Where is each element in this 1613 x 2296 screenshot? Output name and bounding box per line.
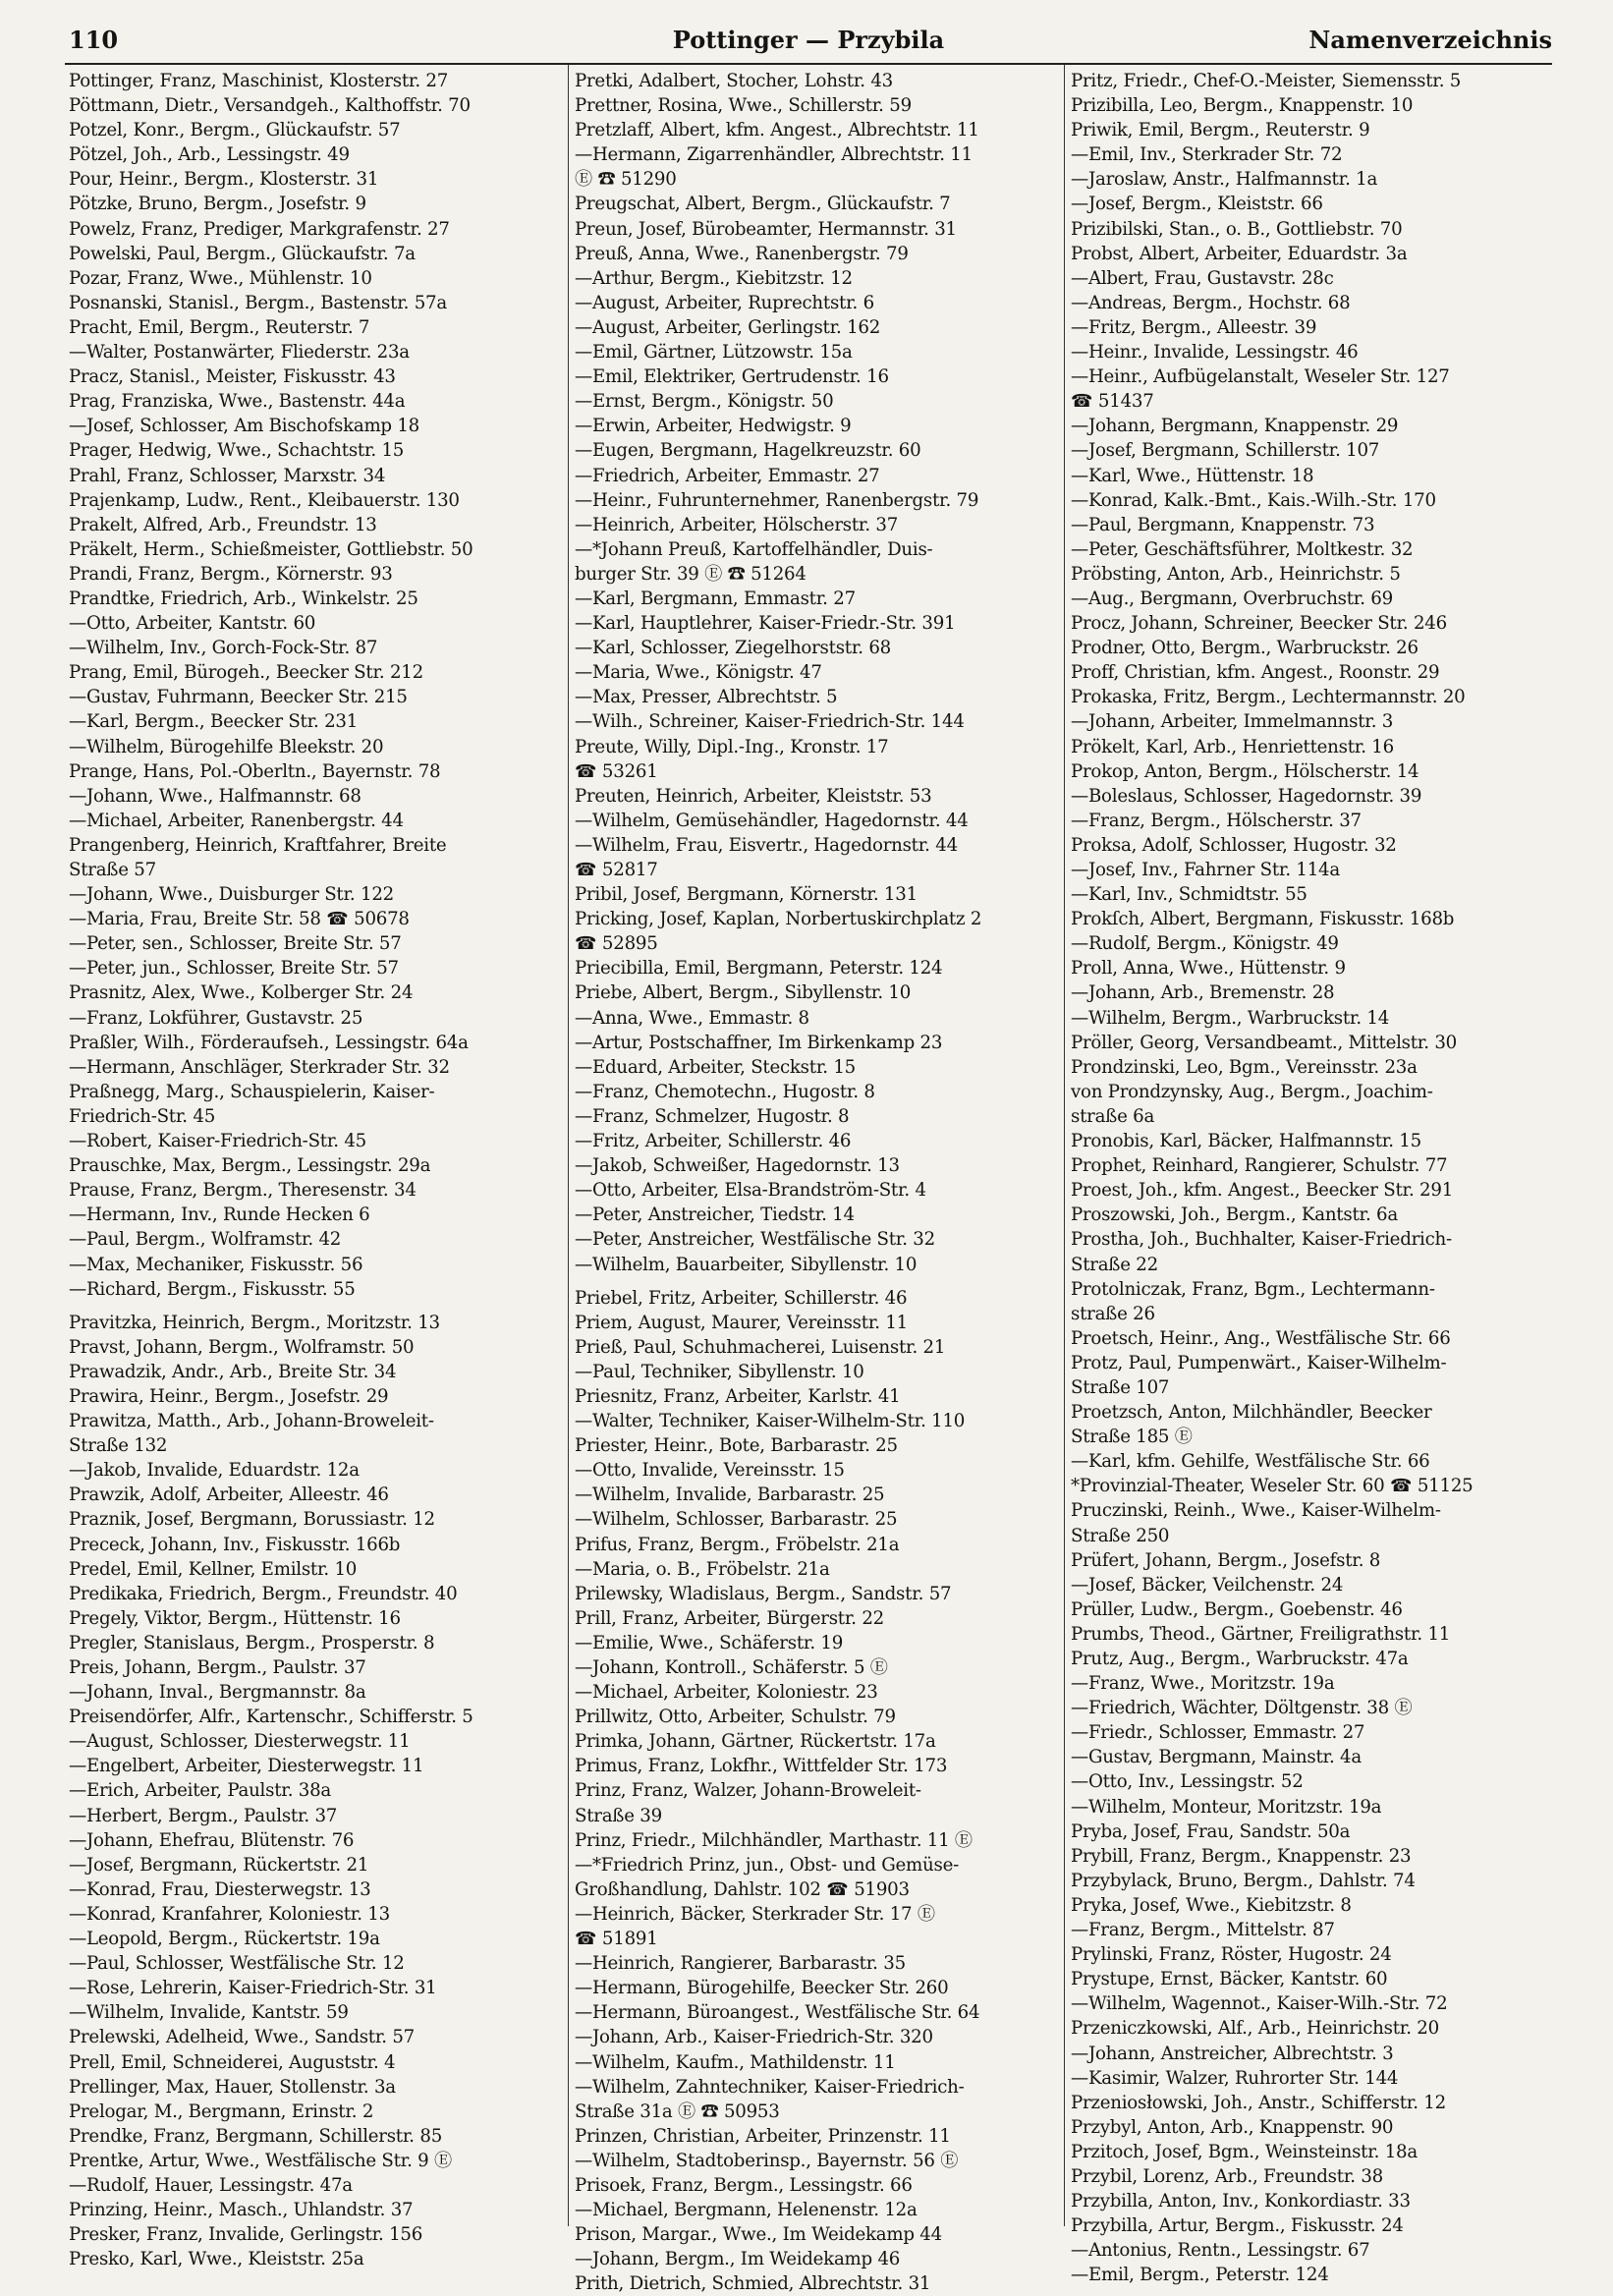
directory-entry: Pöttmann, Dietr., Versandgeh., Kalthoffstr. 70 (69, 95, 471, 117)
directory-entry: Prodner, Otto, Bergm., Warbruckstr. 26 (1071, 638, 1418, 659)
directory-entry: —Otto, Arbeiter, Elsa-Brandström-Str. 4 (575, 1180, 926, 1202)
directory-entry: burger Str. 39 Ⓔ ☎ 51264 (575, 563, 806, 585)
directory-entry: —Franz, Bergm., Hölscherstr. 37 (1071, 810, 1362, 831)
directory-entry: —Wilhelm, Zahntechniker, Kaiser-Friedrich- (575, 2076, 965, 2098)
directory-entry: Prybill, Franz, Bergm., Knappenstr. 23 (1071, 1845, 1412, 1867)
directory-entry: —Max, Presser, Albrechtstr. 5 (575, 687, 838, 708)
directory-entry: Proll, Anna, Wwe., Hüttenstr. 9 (1071, 958, 1346, 980)
directory-entry: —*Johann Preuß, Kartoffelhändler, Duis- (575, 538, 933, 560)
directory-entry: Prellinger, Max, Hauer, Stollenstr. 3a (69, 2076, 396, 2098)
directory-entry: —Friedr., Schlosser, Emmastr. 27 (1071, 1722, 1365, 1744)
directory-entry: Prokaska, Fritz, Bergm., Lechtermannstr. 20 (1071, 687, 1466, 708)
directory-entry: —Erich, Arbeiter, Paulstr. 38a (69, 1780, 331, 1802)
directory-entry: Straße 132 (69, 1435, 168, 1457)
directory-entry: —Heinr., Invalide, Lessingstr. 46 (1071, 342, 1359, 364)
directory-entry: Prinz, Franz, Walzer, Johann-Broweleit- (575, 1780, 921, 1802)
directory-entry: —Jakob, Invalide, Eduardstr. 12a (69, 1460, 360, 1482)
directory-entry: Prajenkamp, Ludw., Rent., Kleibauerstr. 130 (69, 489, 460, 511)
directory-entry: Praßler, Wilh., Förderaufseh., Lessingstr. 64a (69, 1032, 469, 1053)
directory-entry: Prag, Franziska, Wwe., Bastenstr. 44a (69, 391, 406, 413)
directory-entry: —Wilhelm, Gemüsehändler, Hagedornstr. 44 (575, 810, 969, 831)
directory-entry: —Paul, Bergmann, Knappenstr. 73 (1071, 514, 1375, 535)
directory-entry: Prilewsky, Wladislaus, Bergm., Sandstr. 57 (575, 1583, 952, 1604)
directory-entry: *Provinzial-Theater, Weseler Str. 60 ☎ 51125 (1071, 1476, 1474, 1497)
directory-entry: Pracht, Emil, Bergm., Reuterstr. 7 (69, 316, 370, 338)
directory-entry: Prizibilski, Stan., o. B., Gottliebstr. 70 (1071, 218, 1403, 240)
directory-entry: Prutz, Aug., Bergm., Warbruckstr. 47a (1071, 1649, 1409, 1669)
directory-entry: Prendke, Franz, Bergmann, Schillerstr. 85 (69, 2125, 443, 2147)
directory-entry: —Peter, sen., Schlosser, Breite Str. 57 (69, 933, 402, 955)
directory-entry: —Johann, Kontroll., Schäferstr. 5 Ⓔ (575, 1657, 888, 1678)
directory-entry: —Fritz, Bergm., Alleestr. 39 (1071, 316, 1317, 338)
directory-entry: Prillwitz, Otto, Arbeiter, Schulstr. 79 (575, 1707, 896, 1728)
directory-entry: —Richard, Bergm., Fiskusstr. 55 (69, 1278, 356, 1300)
column-3 (1064, 65, 1552, 2286)
directory-entry: Prokop, Anton, Bergm., Hölscherstr. 14 (1071, 760, 1419, 782)
directory-entry: —Johann, Bergmann, Knappenstr. 29 (1071, 416, 1399, 437)
directory-entry: Prandi, Franz, Bergm., Körnerstr. 93 (69, 563, 393, 585)
directory-entry: Przybil, Lorenz, Arb., Freundstr. 38 (1071, 2165, 1383, 2187)
directory-entry: —Emil, Gärtner, Lützowstr. 15a (575, 342, 853, 364)
directory-entry: Prostha, Joh., Buchhalter, Kaiser-Friedrich- (1071, 1229, 1452, 1251)
directory-entry: von Prondzynsky, Aug., Bergm., Joachim- (1071, 1081, 1433, 1102)
directory-entry: Priwik, Emil, Bergm., Reuterstr. 9 (1071, 120, 1370, 141)
directory-entry: —Jakob, Schweißer, Hagedornstr. 13 (575, 1155, 900, 1177)
directory-entry: —Rose, Lehrerin, Kaiser-Friedrich-Str. 31 (69, 1978, 437, 1999)
directory-entry: Straße 185 Ⓔ (1071, 1427, 1193, 1448)
directory-entry: Prandtke, Friedrich, Arb., Winkelstr. 25 (69, 588, 418, 609)
directory-entry: —Emilie, Wwe., Schäferstr. 19 (575, 1632, 844, 1653)
directory-entry: Prüller, Ludw., Bergm., Goebenstr. 46 (1071, 1598, 1403, 1620)
directory-entry: Prakelt, Alfred, Arb., Freundstr. 13 (69, 514, 377, 535)
directory-entry: Prahl, Franz, Schlosser, Marxstr. 34 (69, 465, 386, 486)
directory-entry: —Wilhelm, Bergm., Warbruckstr. 14 (1071, 1007, 1390, 1029)
directory-entry: —Peter, Anstreicher, Westfälische Str. 32 (575, 1229, 935, 1251)
directory-entry: —Albert, Frau, Gustavstr. 28c (1071, 267, 1334, 289)
directory-entry: Prang, Emil, Bürogeh., Beecker Str. 212 (69, 662, 423, 684)
directory-entry: —Konrad, Kranfahrer, Koloniestr. 13 (69, 1903, 390, 1925)
directory-entry: —Hermann, Inv., Runde Hecken 6 (69, 1204, 370, 1226)
directory-entry: —Karl, Hauptlehrer, Kaiser-Friedr.-Str. 391 (575, 613, 956, 635)
directory-entry: Prizibilla, Leo, Bergm., Knappenstr. 10 (1071, 95, 1414, 117)
directory-entry: —Rudolf, Hauer, Lessingstr. 47a (69, 2174, 353, 2196)
directory-entry: —Konrad, Kalk.-Bmt., Kais.-Wilh.-Str. 170 (1071, 489, 1436, 511)
directory-entry: —Antonius, Rentn., Lessingstr. 67 (1071, 2240, 1370, 2262)
directory-entry: —Johann, Wwe., Halfmannstr. 68 (69, 785, 362, 807)
directory-entry: —Franz, Chemotechn., Hugostr. 8 (575, 1081, 875, 1102)
directory-entry: Präkelt, Herm., Schießmeister, Gottliebstr. 50 (69, 538, 473, 560)
directory-entry: —Josef, Bergmann, Schillerstr. 107 (1071, 440, 1380, 462)
directory-entry: —Wilhelm, Invalide, Kantstr. 59 (69, 2002, 349, 2024)
directory-entry: Pracz, Stanisl., Meister, Fiskusstr. 43 (69, 366, 396, 388)
directory-entry: —Michael, Arbeiter, Koloniestr. 23 (575, 1682, 878, 1704)
directory-entry: Prause, Franz, Bergm., Theresenstr. 34 (69, 1180, 417, 1202)
directory-entry: Straße 31a Ⓔ ☎ 50953 (575, 2100, 780, 2122)
directory-entry: Prasnitz, Alex, Wwe., Kolberger Str. 24 (69, 982, 414, 1004)
directory-entry: Preugschat, Albert, Bergm., Glückaufstr. 7 (575, 194, 951, 215)
directory-entry: Pronobis, Karl, Bäcker, Halfmannstr. 15 (1071, 1131, 1421, 1152)
directory-entry: —Wilhelm, Monteur, Moritzstr. 19a (1071, 1796, 1382, 1818)
directory-entry: Priebel, Fritz, Arbeiter, Schillerstr. 46 (575, 1287, 908, 1309)
directory-entry: Pryba, Josef, Frau, Sandstr. 50a (1071, 1820, 1351, 1842)
directory-entry: —Rudolf, Bergm., Königstr. 49 (1071, 933, 1339, 955)
directory-entry: —Johann, Ehefrau, Blütenstr. 76 (69, 1829, 355, 1851)
directory-entry: Pröbsting, Anton, Arb., Heinrichstr. 5 (1071, 563, 1401, 585)
directory-entry: Pribil, Josef, Bergmann, Körnerstr. 131 (575, 884, 918, 906)
column-2 (568, 65, 1064, 2295)
directory-entry: —Franz, Bergm., Mittelstr. 87 (1071, 1920, 1335, 1941)
directory-entry: —Otto, Arbeiter, Kantstr. 60 (69, 613, 316, 635)
directory-entry: Presko, Karl, Wwe., Kleiststr. 25a (69, 2249, 364, 2270)
directory-entry: —Gustav, Fuhrmann, Beecker Str. 215 (69, 687, 408, 708)
directory-entry: —Hermann, Bürogehilfe, Beecker Str. 260 (575, 1978, 949, 1999)
directory-entry: Ⓔ ☎ 51290 (575, 169, 677, 191)
directory-entry: —Heinrich, Bäcker, Sterkrader Str. 17 Ⓔ (575, 1903, 935, 1925)
directory-entry: —Wilhelm, Stadtoberinsp., Bayernstr. 56 Ⓔ (575, 2150, 959, 2171)
directory-entry: —Friedrich, Arbeiter, Emmastr. 27 (575, 465, 880, 486)
directory-entry: —Wilhelm, Wagennot., Kaiser-Wilh.-Str. 72 (1071, 1993, 1448, 2015)
directory-entry: —Johann, Arb., Kaiser-Friedrich-Str. 320 (575, 2027, 933, 2048)
column-1 (65, 65, 568, 2270)
directory-entry: Prystupe, Ernst, Bäcker, Kantstr. 60 (1071, 1969, 1388, 1990)
directory-entry: Protolniczak, Franz, Bgm., Lechtermann- (1071, 1278, 1435, 1300)
directory-entry: —Paul, Techniker, Sibyllenstr. 10 (575, 1361, 864, 1382)
directory-entry: Przeniosłowski, Joh., Anstr., Schifferstr. 12 (1071, 2092, 1446, 2113)
directory-entry: Prill, Franz, Arbeiter, Bürgerstr. 22 (575, 1607, 885, 1629)
directory-entry: Proetzsch, Anton, Milchhändler, Beecker (1071, 1402, 1432, 1424)
directory-entry: —Erwin, Arbeiter, Hedwigstr. 9 (575, 416, 852, 437)
directory-entry: Preisendörfer, Alfr., Kartenschr., Schifferstr. 5 (69, 1707, 473, 1728)
directory-entry: Prececk, Johann, Inv., Fiskusstr. 166b (69, 1534, 401, 1555)
directory-entry: Priebe, Albert, Bergm., Sibyllenstr. 10 (575, 982, 912, 1004)
directory-entry: —August, Arbeiter, Ruprechtstr. 6 (575, 292, 874, 313)
directory-entry: Predel, Emil, Kellner, Emilstr. 10 (69, 1558, 358, 1580)
directory-entry: Proff, Christian, kfm. Angest., Roonstr. 29 (1071, 662, 1440, 684)
directory-entry: Primka, Johann, Gärtner, Rückertstr. 17a (575, 1731, 936, 1753)
directory-entry: Pregely, Viktor, Bergm., Hüttenstr. 16 (69, 1607, 401, 1629)
directory-entry: —Hermann, Zigarrenhändler, Albrechtstr. 11 (575, 144, 973, 166)
directory-entry: —Andreas, Bergm., Hochstr. 68 (1071, 292, 1351, 313)
directory-entry: —Johann, Wwe., Duisburger Str. 122 (69, 884, 394, 906)
directory-entry: Priecibilla, Emil, Bergmann, Peterstr. 124 (575, 958, 943, 980)
directory-entry: Prieß, Paul, Schuhmacherei, Luisenstr. 21 (575, 1336, 946, 1358)
directory-entry: Predikaka, Friedrich, Bergm., Freundstr. 40 (69, 1583, 458, 1604)
directory-entry: —Wilhelm, Schlosser, Barbarastr. 25 (575, 1509, 898, 1531)
directory-entry: Proest, Joh., kfm. Angest., Beecker Str. 291 (1071, 1180, 1454, 1202)
directory-entry: Prinz, Friedr., Milchhändler, Marthastr. 11 Ⓔ (575, 1829, 973, 1851)
directory-entry: —Ernst, Bergm., Königstr. 50 (575, 391, 834, 413)
directory-entry: straße 26 (1071, 1303, 1155, 1324)
directory-entry: Pretzlaff, Albert, kfm. Angest., Albrechtstr. 11 (575, 120, 979, 141)
directory-entry: Straße 39 (575, 1805, 662, 1826)
directory-entry: —Otto, Inv., Lessingstr. 52 (1071, 1771, 1304, 1793)
directory-entry: ☎ 52817 (575, 860, 658, 880)
directory-entry: Praßnegg, Marg., Schauspielerin, Kaiser- (69, 1081, 435, 1102)
directory-entry: Prondzinski, Leo, Bgm., Vereinsstr. 23a (1071, 1056, 1418, 1078)
directory-entry: —Heinr., Fuhrunternehmer, Ranenbergstr. 79 (575, 489, 979, 511)
directory-entry: —Paul, Bergm., Wolframstr. 42 (69, 1229, 342, 1251)
directory-entry: Prelewski, Adelheid, Wwe., Sandstr. 57 (69, 2027, 416, 2048)
directory-entry: Pour, Heinr., Bergm., Klosterstr. 31 (69, 169, 379, 191)
entry-gap (575, 1277, 1060, 1286)
directory-entry: —August, Schlosser, Diesterwegstr. 11 (69, 1731, 411, 1753)
directory-entry: Pravst, Johann, Bergm., Wolframstr. 50 (69, 1336, 415, 1358)
directory-entry: Straße 107 (1071, 1376, 1170, 1398)
directory-entry: —Wilhelm, Kaufm., Mathildenstr. 11 (575, 2051, 896, 2073)
directory-entry: Priem, August, Maurer, Vereinsstr. 11 (575, 1312, 908, 1333)
directory-entry: —Peter, Anstreicher, Tiedstr. 14 (575, 1204, 855, 1226)
directory-entry: Prawira, Heinr., Bergm., Josefstr. 29 (69, 1385, 389, 1407)
directory-entry: —Wilhelm, Bürogehilfe Bleekstr. 20 (69, 736, 384, 757)
directory-entry: —Otto, Invalide, Vereinsstr. 15 (575, 1460, 845, 1482)
page-number: 110 (69, 26, 119, 54)
directory-entry: Przybilla, Artur, Bergm., Fiskusstr. 24 (1071, 2215, 1404, 2237)
directory-entry: Proszowski, Joh., Bergm., Kantstr. 6a (1071, 1204, 1398, 1226)
directory-entry: Przybylack, Bruno, Bergm., Dahlstr. 74 (1071, 1870, 1416, 1891)
directory-entry: —Hermann, Büroangest., Westfälische Str. 64 (575, 2002, 980, 2024)
directory-entry: —Wilh., Schreiner, Kaiser-Friedrich-Str. 144 (575, 711, 965, 733)
directory-entry: Prylinski, Franz, Röster, Hugostr. 24 (1071, 1944, 1392, 1966)
directory-entry: —Franz, Lokführer, Gustavstr. 25 (69, 1007, 363, 1029)
directory-entry: —Heinrich, Rangierer, Barbarastr. 35 (575, 1953, 906, 1975)
directory-entry: —Arthur, Bergm., Kiebitzstr. 12 (575, 267, 853, 289)
directory-entry: —Johann, Anstreicher, Albrechtstr. 3 (1071, 2043, 1394, 2064)
directory-entry: —Kasimir, Walzer, Ruhrorter Str. 144 (1071, 2067, 1399, 2089)
directory-entry: Preun, Josef, Bürobeamter, Hermannstr. 31 (575, 218, 957, 240)
directory-entry: Straße 250 (1071, 1525, 1170, 1546)
directory-entry: —Michael, Bergmann, Helenenstr. 12a (575, 2200, 918, 2221)
directory-entry: Pötzke, Bruno, Bergm., Josefstr. 9 (69, 194, 366, 215)
directory-entry: —Hermann, Anschläger, Sterkrader Str. 32 (69, 1056, 450, 1078)
directory-entry: —Heinr., Aufbügelanstalt, Weseler Str. 127 (1071, 366, 1450, 388)
directory-entry: Prith, Dietrich, Schmied, Albrechtstr. 31 (575, 2273, 931, 2295)
directory-entry: Przeniczkowski, Alf., Arb., Heinrichstr. 20 (1071, 2018, 1439, 2040)
directory-entry: Pritz, Friedr., Chef-O.-Meister, Siemensstr. 5 (1071, 71, 1462, 91)
directory-entry: —Peter, jun., Schlosser, Breite Str. 57 (69, 958, 399, 980)
directory-entry: —August, Arbeiter, Gerlingstr. 162 (575, 316, 881, 338)
directory-entry: —Maria, Frau, Breite Str. 58 ☎ 50678 (69, 909, 410, 930)
directory-entry: Prisoek, Franz, Bergm., Lessingstr. 66 (575, 2174, 913, 2196)
directory-entry: —Josef, Bergm., Kleiststr. 66 (1071, 194, 1323, 215)
directory-entry: Pozar, Franz, Wwe., Mühlenstr. 10 (69, 267, 372, 289)
directory-entry: Pryka, Josef, Wwe., Kiebitzstr. 8 (1071, 1894, 1352, 1916)
directory-entry: —Artur, Postschaffner, Im Birkenkamp 23 (575, 1032, 943, 1053)
directory-entry: —Karl, Bergmann, Emmastr. 27 (575, 588, 856, 609)
directory-entry: Prison, Margar., Wwe., Im Weidekamp 44 (575, 2224, 942, 2246)
directory-entry: —Herbert, Bergm., Paulstr. 37 (69, 1805, 338, 1826)
directory-entry: —Heinrich, Arbeiter, Hölscherstr. 37 (575, 514, 899, 535)
directory-entry: Prauschke, Max, Bergm., Lessingstr. 29a (69, 1155, 431, 1177)
directory-entry: —Maria, o. B., Fröbelstr. 21a (575, 1558, 830, 1580)
directory-entry: Praznik, Josef, Bergmann, Borussiastr. 12 (69, 1509, 435, 1531)
directory-entry: —Paul, Schlosser, Westfälische Str. 12 (69, 1953, 405, 1975)
directory-entry: Procz, Johann, Schreiner, Beecker Str. 246 (1071, 613, 1447, 635)
directory-entry: Pröller, Georg, Versandbeamt., Mittelstr. 30 (1071, 1032, 1457, 1053)
directory-entry: Prawitza, Matth., Arb., Johann-Broweleit- (69, 1411, 434, 1432)
directory-entry: Prawadzik, Andr., Arb., Breite Str. 34 (69, 1361, 397, 1382)
directory-entry: Preute, Willy, Dipl.-Ing., Kronstr. 17 (575, 736, 889, 757)
directory-entry: Priester, Heinr., Bote, Barbarastr. 25 (575, 1435, 898, 1457)
directory-entry: ☎ 53261 (575, 760, 658, 782)
directory-entry: Prawzik, Adolf, Arbeiter, Alleestr. 46 (69, 1484, 389, 1506)
directory-entry: —Josef, Schlosser, Am Bischofskamp 18 (69, 416, 420, 437)
directory-entry: Prumbs, Theod., Gärtner, Freiligrathstr. 11 (1071, 1623, 1451, 1645)
directory-entry: —Gustav, Bergmann, Mainstr. 4a (1071, 1747, 1362, 1768)
directory-entry: Prinzen, Christian, Arbeiter, Prinzenstr. 11 (575, 2125, 951, 2147)
directory-entry: Przitoch, Josef, Bgm., Weinsteinstr. 18a (1071, 2141, 1418, 2162)
directory-entry: Prifus, Franz, Bergm., Fröbelstr. 21a (575, 1534, 900, 1555)
directory-entry: Straße 57 (69, 860, 156, 880)
directory-entry: Probst, Albert, Arbeiter, Eduardstr. 3a (1071, 243, 1408, 264)
directory-entry: Prettner, Rosina, Wwe., Schillerstr. 59 (575, 95, 912, 117)
directory-entry: Powelz, Franz, Prediger, Markgrafenstr. 27 (69, 218, 450, 240)
directory-entry: Przybilla, Anton, Inv., Konkordiastr. 33 (1071, 2191, 1411, 2212)
directory-entry: Friedrich-Str. 45 (69, 1105, 216, 1127)
directory-entry: —Johann, Inval., Bergmannstr. 8a (69, 1682, 366, 1704)
directory-entry: —Johann, Arbeiter, Immelmannstr. 3 (1071, 711, 1394, 733)
directory-entry: —Wilhelm, Bauarbeiter, Sibyllenstr. 10 (575, 1254, 918, 1275)
directory-entry: ☎ 51437 (1071, 391, 1154, 413)
directory-entry: —Wilhelm, Invalide, Barbarastr. 25 (575, 1484, 885, 1506)
directory-entry: Primus, Franz, Lokfhr., Wittfelder Str. 173 (575, 1756, 948, 1777)
directory-entry: Powelski, Paul, Bergm., Glückaufstr. 7a (69, 243, 416, 264)
directory-entry: Prell, Emil, Schneiderei, Auguststr. 4 (69, 2051, 396, 2073)
directory-entry: Pötzel, Joh., Arb., Lessingstr. 49 (69, 144, 350, 166)
section-title: Namenverzeichnis (1308, 26, 1552, 54)
directory-entry: Preis, Johann, Bergm., Paulstr. 37 (69, 1657, 366, 1678)
directory-entry: Prager, Hedwig, Wwe., Schachtstr. 15 (69, 440, 405, 462)
directory-entry: —Walter, Postanwärter, Fliederstr. 23a (69, 342, 410, 364)
directory-entry: —Karl, Bergm., Beecker Str. 231 (69, 711, 359, 733)
directory-entry: Prentke, Artur, Wwe., Westfälische Str. 9 Ⓔ (69, 2150, 452, 2171)
directory-entry: —Walter, Techniker, Kaiser-Wilhelm-Str. 110 (575, 1411, 966, 1432)
directory-columns (65, 65, 1552, 2295)
directory-entry: —Josef, Bäcker, Veilchenstr. 24 (1071, 1574, 1344, 1596)
directory-entry: —Johann, Bergm., Im Weidekamp 46 (575, 2249, 901, 2270)
directory-entry: Proetsch, Heinr., Ang., Westfälische Str. 66 (1071, 1327, 1451, 1349)
directory-entry: Posnanski, Stanisl., Bergm., Bastenstr. 57a (69, 292, 447, 313)
directory-entry: Preuß, Anna, Wwe., Ranenbergstr. 79 (575, 243, 909, 264)
directory-entry: —Friedrich, Wächter, Döltgenstr. 38 Ⓔ (1071, 1698, 1413, 1719)
directory-entry: Großhandlung, Dahlstr. 102 ☎ 51903 (575, 1878, 910, 1900)
directory-entry: Prange, Hans, Pol.-Oberltn., Bayernstr. 78 (69, 760, 441, 782)
directory-entry: Straße 22 (1071, 1254, 1158, 1275)
directory-entry: —Franz, Schmelzer, Hugostr. 8 (575, 1105, 850, 1127)
directory-entry: —Emil, Inv., Sterkrader Str. 72 (1071, 144, 1343, 166)
directory-entry: —Peter, Geschäftsführer, Moltkestr. 32 (1071, 538, 1414, 560)
page-header (65, 24, 1552, 65)
directory-entry: —Johann, Arb., Bremenstr. 28 (1071, 982, 1335, 1004)
directory-entry: —Leopold, Bergm., Rückertstr. 19a (69, 1929, 380, 1950)
directory-entry: Pretki, Adalbert, Stocher, Lohstr. 43 (575, 71, 893, 91)
directory-entry: Prokſch, Albert, Bergmann, Fiskusstr. 168b (1071, 909, 1455, 930)
directory-entry: Pravitzka, Heinrich, Bergm., Moritzstr. 13 (69, 1312, 440, 1333)
directory-entry: Proksa, Adolf, Schlosser, Hugostr. 32 (1071, 834, 1397, 856)
directory-entry: —Boleslaus, Schlosser, Hagedornstr. 39 (1071, 785, 1422, 807)
directory-entry: —Aug., Bergmann, Overbruchstr. 69 (1071, 588, 1393, 609)
directory-entry: —*Friedrich Prinz, jun., Obst- und Gemüse- (575, 1854, 959, 1876)
directory-entry: —Max, Mechaniker, Fiskusstr. 56 (69, 1254, 363, 1275)
directory-entry: —Konrad, Frau, Diesterwegstr. 13 (69, 1878, 371, 1900)
directory-entry: —Eduard, Arbeiter, Steckstr. 15 (575, 1056, 856, 1078)
directory-entry: —Eugen, Bergmann, Hagelkreuzstr. 60 (575, 440, 921, 462)
directory-entry: Prökelt, Karl, Arb., Henriettenstr. 16 (1071, 736, 1394, 757)
directory-entry: —Karl, Inv., Schmidtstr. 55 (1071, 884, 1307, 906)
directory-entry: Prüfert, Johann, Bergm., Josefstr. 8 (1071, 1549, 1381, 1571)
directory-entry: Prinzing, Heinr., Masch., Uhlandstr. 37 (69, 2200, 414, 2221)
directory-entry: Preuten, Heinrich, Arbeiter, Kleiststr. 53 (575, 785, 932, 807)
directory-entry: —Robert, Kaiser-Friedrich-Str. 45 (69, 1131, 366, 1152)
directory-entry: —Michael, Arbeiter, Ranenbergstr. 44 (69, 810, 404, 831)
directory-entry: Presker, Franz, Invalide, Gerlingstr. 156 (69, 2224, 423, 2246)
directory-entry: Potzel, Konr., Bergm., Glückaufstr. 57 (69, 120, 401, 141)
directory-entry: —Wilhelm, Frau, Eisvertr., Hagedornstr. 44 (575, 834, 958, 856)
directory-entry: —Karl, Schlosser, Ziegelhorststr. 68 (575, 638, 891, 659)
directory-entry: —Karl, kfm. Gehilfe, Westfälische Str. 66 (1071, 1451, 1430, 1473)
directory-entry: Pottinger, Franz, Maschinist, Klosterstr. 27 (69, 71, 449, 91)
directory-entry: Pregler, Stanislaus, Bergm., Prosperstr. 8 (69, 1632, 435, 1653)
page-title: Pottinger — Przybila (672, 26, 945, 54)
entry-gap (69, 1302, 564, 1311)
directory-entry: —Josef, Bergmann, Rückertstr. 21 (69, 1854, 369, 1876)
directory-entry: Priesnitz, Franz, Arbeiter, Karlstr. 41 (575, 1385, 901, 1407)
directory-entry: ☎ 52895 (575, 933, 658, 955)
directory-entry: —Emil, Elektriker, Gertrudenstr. 16 (575, 366, 889, 388)
directory-entry: Protz, Paul, Pumpenwärt., Kaiser-Wilhelm- (1071, 1352, 1447, 1373)
directory-entry: —Franz, Wwe., Moritzstr. 19a (1071, 1673, 1335, 1695)
directory-entry: Przybyl, Anton, Arb., Knappenstr. 90 (1071, 2116, 1394, 2138)
directory-entry: Prophet, Reinhard, Rangierer, Schulstr. 77 (1071, 1155, 1448, 1177)
directory-entry: Pricking, Josef, Kaplan, Norbertuskirchplatz 2 (575, 909, 982, 930)
directory-entry: ☎ 51891 (575, 1929, 658, 1950)
directory-entry: Pruczinski, Reinh., Wwe., Kaiser-Wilhelm- (1071, 1500, 1441, 1522)
directory-entry: —Wilhelm, Inv., Gorch-Fock-Str. 87 (69, 638, 378, 659)
directory-entry: Prelogar, M., Bergmann, Erinstr. 2 (69, 2100, 374, 2122)
directory-entry: straße 6a (1071, 1105, 1155, 1127)
directory-entry: —Maria, Wwe., Königstr. 47 (575, 662, 822, 684)
directory-entry: —Jaroslaw, Anstr., Halfmannstr. 1a (1071, 169, 1378, 191)
directory-entry: —Karl, Wwe., Hüttenstr. 18 (1071, 465, 1314, 486)
directory-entry: —Emil, Bergm., Peterstr. 124 (1071, 2265, 1329, 2286)
directory-entry: —Josef, Inv., Fahrner Str. 114a (1071, 860, 1340, 880)
directory-entry: —Engelbert, Arbeiter, Diesterwegstr. 11 (69, 1756, 424, 1777)
directory-entry: —Anna, Wwe., Emmastr. 8 (575, 1007, 809, 1029)
directory-entry: —Fritz, Arbeiter, Schillerstr. 46 (575, 1131, 852, 1152)
directory-entry: Prangenberg, Heinrich, Kraftfahrer, Breite (69, 834, 447, 856)
